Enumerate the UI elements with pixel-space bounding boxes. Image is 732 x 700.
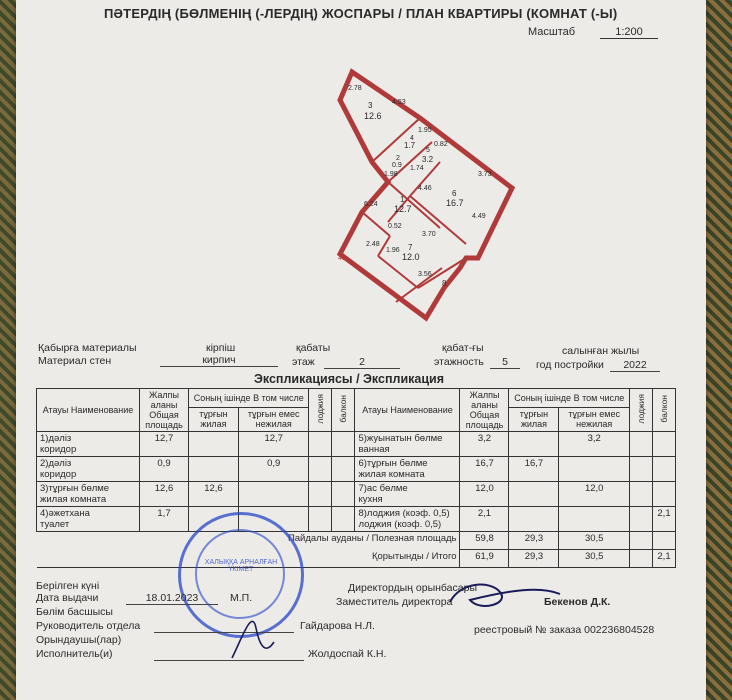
room-number-3: 3 xyxy=(368,101,373,110)
dept-head-kz: Бөлім басшысы xyxy=(36,606,113,618)
row-nonliving: 3,2 xyxy=(559,432,630,457)
grand-balcony: 2,1 xyxy=(653,550,676,568)
row-living: 16,7 xyxy=(509,457,559,482)
row-name-ru: коридор xyxy=(40,469,77,480)
row-name-ru: кухня xyxy=(358,494,383,505)
room-number-2: 2 xyxy=(396,155,400,162)
row-nonliving xyxy=(238,482,309,507)
row-nonliving: 12,0 xyxy=(559,482,630,507)
row-total: 1,7 xyxy=(140,507,189,532)
outer-walls xyxy=(340,72,512,318)
room-area-2: 0.9 xyxy=(392,162,402,169)
dim-0-52: 0.52 xyxy=(388,223,402,230)
explication-title: Экспликациясы / Экспликация xyxy=(254,372,445,386)
row-total: 2,1 xyxy=(460,507,509,532)
useful-balcony xyxy=(653,532,676,550)
row-nonliving: 12,7 xyxy=(238,432,309,457)
col-nonliving: тұрғын емес нежилая xyxy=(238,407,309,431)
col-incl: Соның ішінде В том числе xyxy=(189,389,309,408)
dim-1-74: 1.74 xyxy=(410,165,424,172)
floors-label-ru: этажность xyxy=(434,356,484,368)
year-label-kz: салынған жылы xyxy=(562,345,640,357)
room-area-1: 12.7 xyxy=(394,204,412,214)
col-incl-right: Соның ішінде В том числе xyxy=(509,389,630,408)
room-number-7: 7 xyxy=(408,243,413,252)
row-name-kz: 1)дәліз xyxy=(40,433,72,444)
row-name-ru: ванная xyxy=(358,444,390,455)
dim-2-78: 2.78 xyxy=(348,85,362,92)
document-title: ПӘТЕРДІҢ (БӨЛМЕНІҢ (-ЛЕРДІҢ) ЖОСПАРЫ / ПЛАН КВАРТИРЫ (КОМНАТ (-Ы) xyxy=(104,6,618,21)
row-name-ru: коридор xyxy=(40,444,77,455)
row-total: 12,7 xyxy=(140,432,189,457)
row-living xyxy=(509,482,559,507)
row-balcony xyxy=(653,457,676,482)
scale-value: 1:200 xyxy=(600,26,658,39)
row-living xyxy=(509,432,559,457)
col-total: Жалпы аланы Общая площадь xyxy=(140,389,189,432)
row-living: 12,6 xyxy=(189,482,239,507)
year-label-ru: год постройки xyxy=(536,359,604,371)
dim-3-70: 3.70 xyxy=(422,231,436,238)
row-living xyxy=(189,432,239,457)
dim-2-48: 2.48 xyxy=(366,241,380,248)
room-number-4: 4 xyxy=(410,135,414,142)
room-area-7: 12.0 xyxy=(402,252,420,262)
col-loggia: лоджия xyxy=(315,394,326,424)
floors-label-kz: қабат-ғы xyxy=(442,342,484,354)
room-area-4: 1.7 xyxy=(404,141,416,150)
dim-1-96: 1.96 xyxy=(386,247,400,254)
wall-material-kz: кірпіш xyxy=(206,342,236,354)
row-name-kz: 2)дәліз xyxy=(40,458,72,469)
room-number-6: 6 xyxy=(452,189,457,198)
row-name-kz: 7)ас бөлме xyxy=(358,483,408,494)
mp-label: М.П. xyxy=(230,592,253,604)
row-name-ru: лоджия (коэф. 0,5) xyxy=(358,519,442,530)
row-name-kz: 4)әжетхана xyxy=(40,508,90,519)
dim-4-46: 4.46 xyxy=(418,185,432,192)
room-area-6: 16.7 xyxy=(446,198,464,208)
useful-area-label: Пайдалы ауданы / Полезная площадь xyxy=(37,532,460,550)
row-name-kz: 3)тұрғын бөлме xyxy=(40,483,110,494)
wall-material-ru: кирпич xyxy=(160,354,278,367)
wall-material-label-ru: Материал стен xyxy=(38,355,112,367)
row-nonliving xyxy=(559,457,630,482)
issued-label-ru: Дата выдачи xyxy=(36,592,99,604)
total-label: Қорытынды / Итого xyxy=(37,550,460,568)
floor-label-ru: этаж xyxy=(292,356,315,368)
dim-6-24: 6.24 xyxy=(364,201,378,208)
col-living-right: тұрғын жилая xyxy=(509,407,559,431)
row-name-kz: 8)лоджия (коэф. 0,5) xyxy=(358,508,450,519)
col-loggia-right: лоджия xyxy=(636,394,646,424)
room-area-5: 3.2 xyxy=(422,155,434,164)
table-row xyxy=(37,457,676,482)
room-number-1: 1 xyxy=(400,195,405,204)
dim-3-56: 3.56 xyxy=(418,271,432,278)
col-balcony-right: балкон xyxy=(659,395,669,423)
useful-total: 59,8 xyxy=(460,532,509,550)
col-living: тұрғын жилая xyxy=(189,407,239,431)
useful-area-row xyxy=(37,532,676,550)
useful-living: 29,3 xyxy=(509,532,559,550)
executor-ru: Исполнитель(и) xyxy=(36,648,113,660)
row-nonliving xyxy=(559,507,630,532)
dept-head-name: Гайдарова Н.Л. xyxy=(300,620,375,632)
floor-value: 2 xyxy=(324,356,400,369)
total-row xyxy=(37,550,676,568)
table-row xyxy=(37,432,676,457)
useful-nonliving: 30,5 xyxy=(559,532,630,550)
row-total: 12,6 xyxy=(140,482,189,507)
dim-4-53: 4.53 xyxy=(392,99,406,106)
row-total: 12,0 xyxy=(460,482,509,507)
row-balcony xyxy=(653,482,676,507)
row-nonliving: 0,9 xyxy=(238,457,309,482)
dept-head-ru: Руководитель отдела xyxy=(36,620,141,632)
explication-table xyxy=(36,388,676,568)
floor-plan xyxy=(0,0,732,340)
grand-living: 29,3 xyxy=(509,550,559,568)
row-balcony xyxy=(653,432,676,457)
dim-1-95: 1.95 xyxy=(418,127,432,134)
col-name-right: Атауы Наименование xyxy=(355,389,460,432)
wall-material-label-kz: Қабырға материалы xyxy=(38,342,137,354)
row-living xyxy=(509,507,559,532)
row-total: 0,9 xyxy=(140,457,189,482)
deputy-label-kz: Директордың орынбасары xyxy=(348,582,477,594)
issued-date: 18.01.2023 xyxy=(126,592,218,605)
registry-number: реестровый № заказа 002236804528 xyxy=(474,624,655,636)
table-row xyxy=(37,507,676,532)
row-name-ru: туалет xyxy=(40,519,70,530)
room-number-8: 8 xyxy=(442,279,447,288)
col-nonliving-right: тұрғын емес нежилая xyxy=(559,407,630,431)
floors-value: 5 xyxy=(490,356,520,369)
dim-48: 48 xyxy=(338,255,346,262)
executor-signature xyxy=(222,598,282,668)
row-total: 3,2 xyxy=(460,432,509,457)
table-row xyxy=(37,482,676,507)
issued-label-kz: Берілген күні xyxy=(36,580,100,592)
row-name-ru: жилая комната xyxy=(358,469,425,480)
col-balcony: балкон xyxy=(338,395,349,423)
dim-0-82: 0.82 xyxy=(434,141,448,148)
deputy-signature xyxy=(440,572,570,616)
dim-3-73: 3.73 xyxy=(478,171,492,178)
deputy-label-ru: Заместитель директора xyxy=(336,596,453,608)
room-number-5: 5 xyxy=(426,147,430,154)
dim-1-98: 1.98 xyxy=(384,171,398,178)
floor-label-kz: қабаты xyxy=(296,342,331,354)
col-name: Атауы Наименование xyxy=(37,389,140,432)
row-name-ru: жилая комната xyxy=(40,494,107,505)
grand-total: 61,9 xyxy=(460,550,509,568)
scale-label: Масштаб xyxy=(528,26,576,38)
stamp-text: ХАЛЫҚҚА АРНАЛҒАН ҮКІМЕТ xyxy=(204,559,278,573)
executor-name: Жолдоспай К.Н. xyxy=(308,648,387,660)
row-total: 16,7 xyxy=(460,457,509,482)
row-name-kz: 6)тұрғын бөлме xyxy=(358,458,428,469)
row-living xyxy=(189,457,239,482)
executor-kz: Орындаушы(лар) xyxy=(36,634,122,646)
row-balcony: 2,1 xyxy=(653,507,676,532)
year-value: 2022 xyxy=(610,359,660,372)
dim-4-49: 4.49 xyxy=(472,213,486,220)
deputy-name: Бекенов Д.К. xyxy=(544,596,611,608)
col-total-right: Жалпы аланы Общая площадь xyxy=(460,389,509,432)
grand-nonliving: 30,5 xyxy=(559,550,630,568)
row-name-kz: 5)жуынатын бөлме xyxy=(358,433,443,444)
room-area-3: 12.6 xyxy=(364,111,382,121)
